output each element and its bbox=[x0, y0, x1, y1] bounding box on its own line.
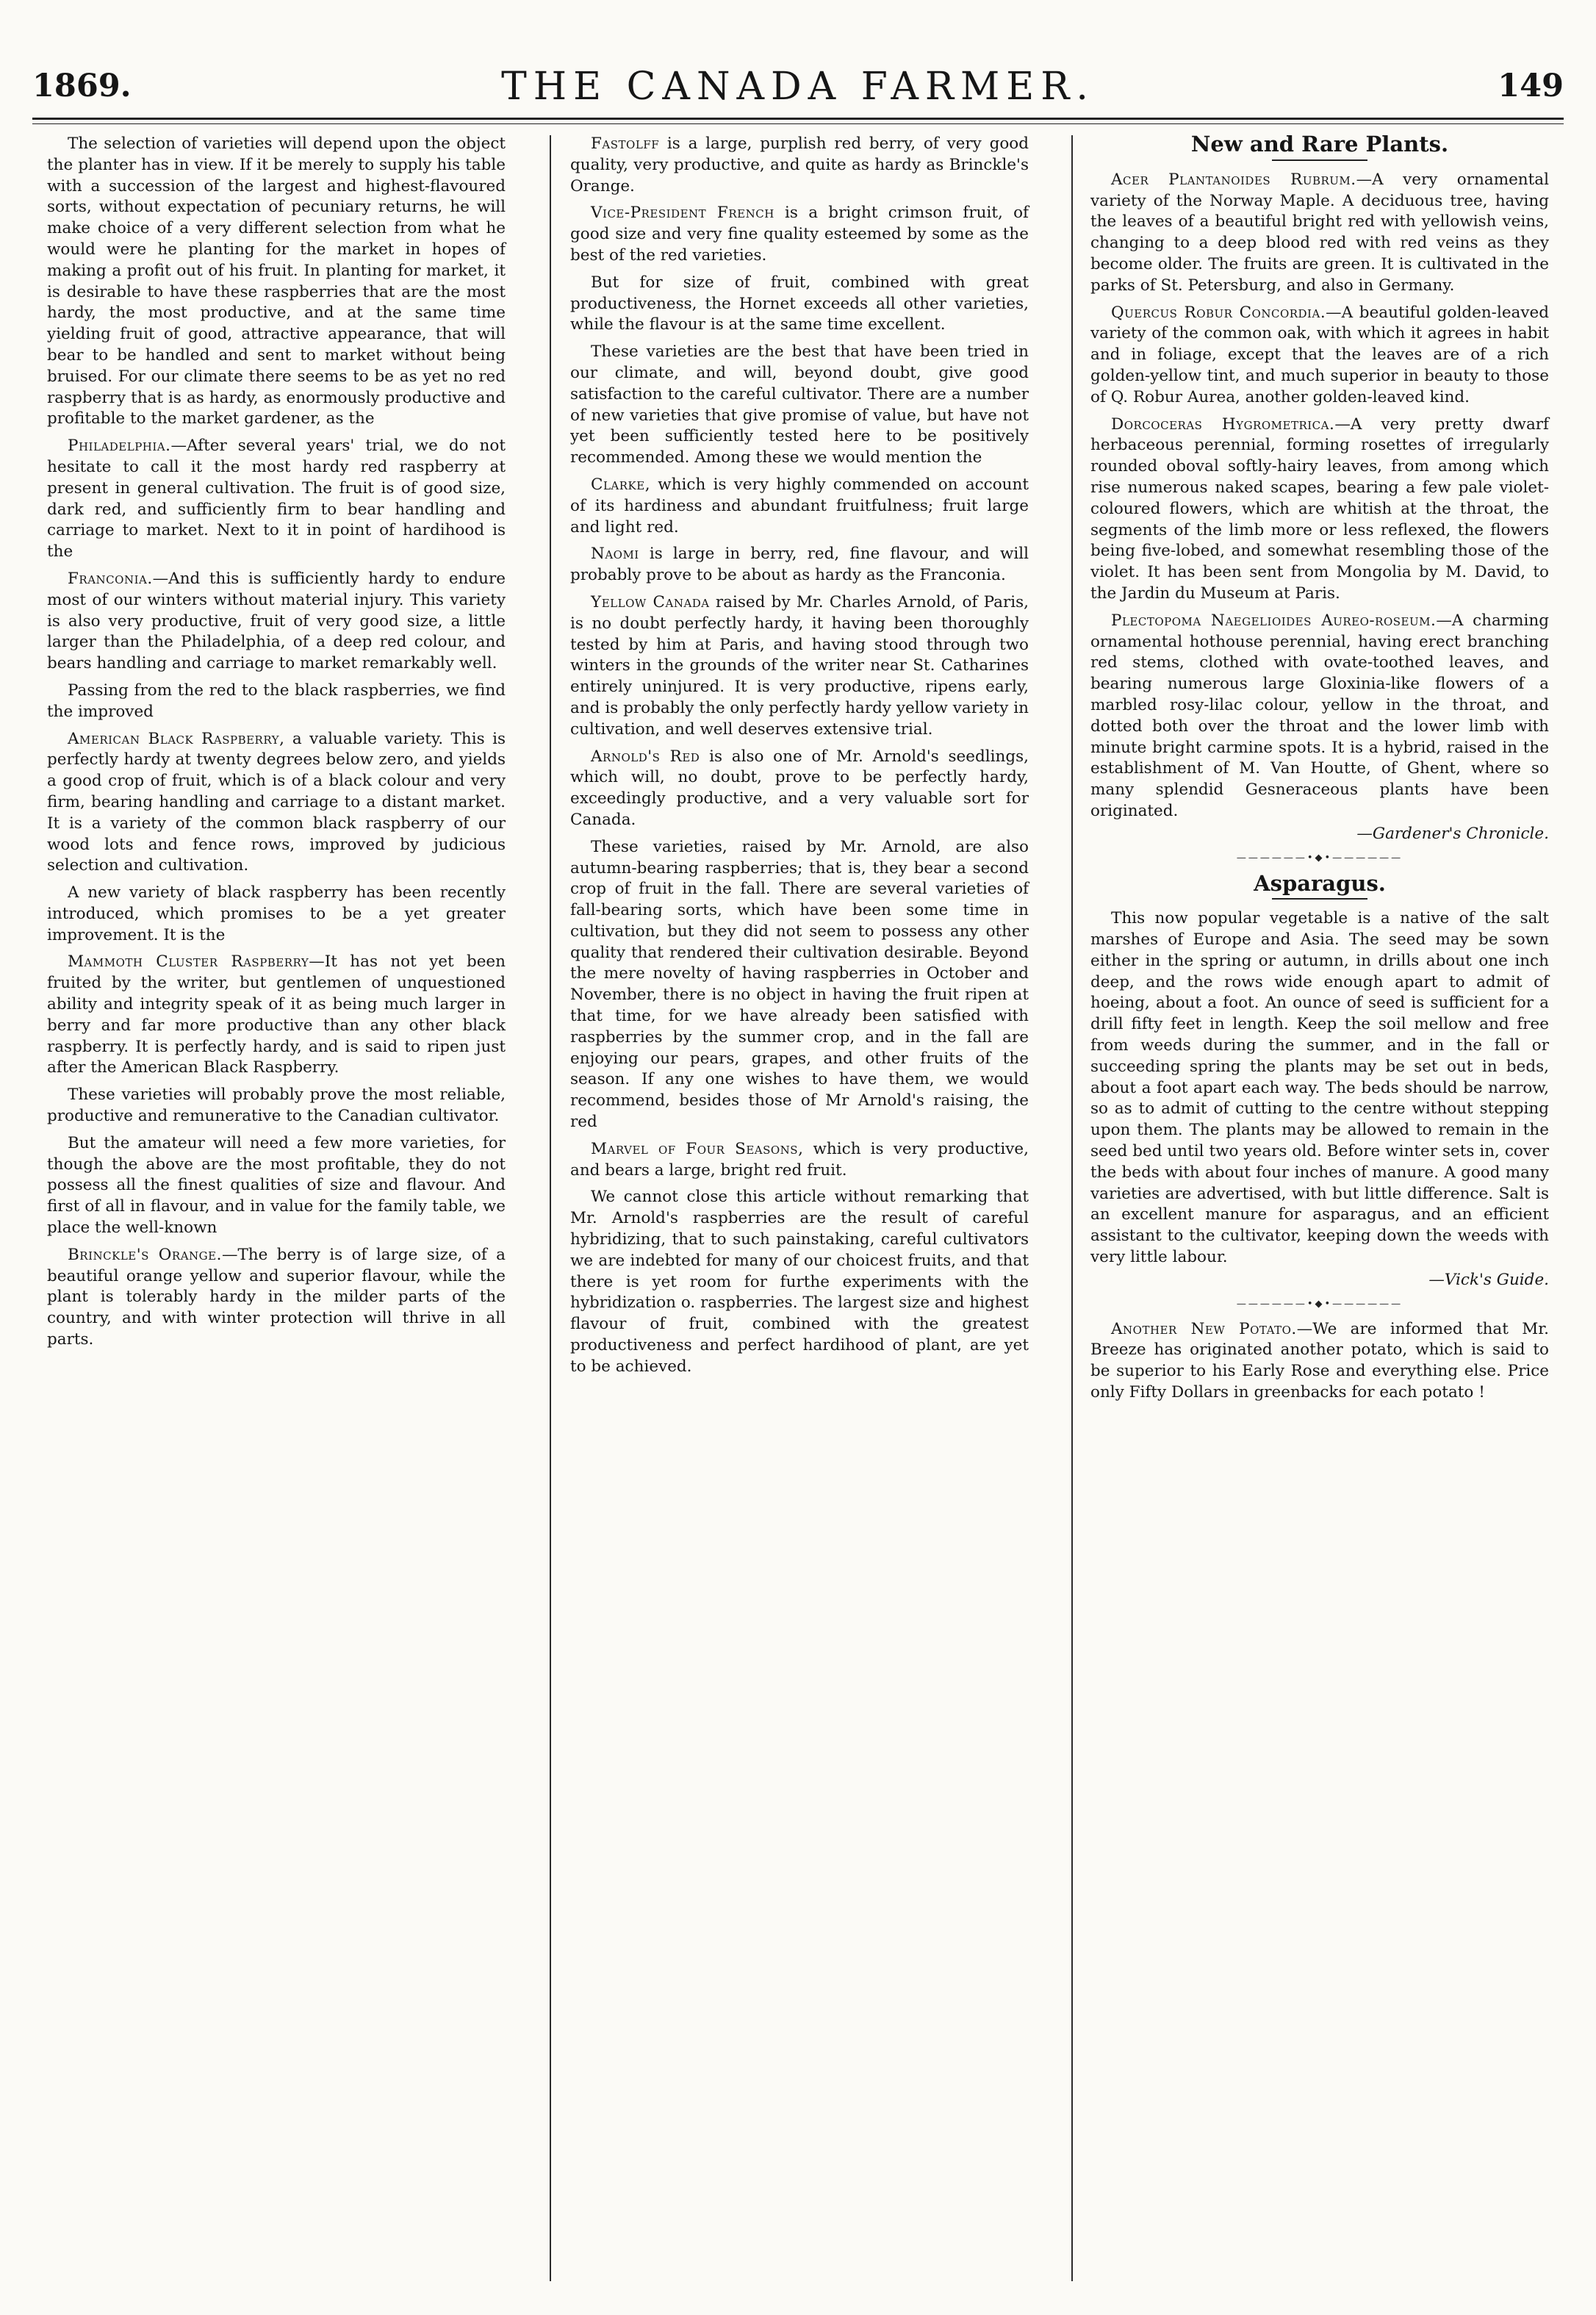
paragraph-text: —The berry is of large size, of a beautiful orange yellow and superior flavour, while the plant is tolerably hardy in the milder parts of the country, and with winter protection will thrive in all parts. bbox=[47, 1245, 506, 1349]
variety-name: Fastolff bbox=[591, 134, 660, 153]
column-3 bbox=[1090, 134, 1549, 1410]
section-title-asparagus: Asparagus. bbox=[1254, 870, 1386, 896]
title-underline bbox=[1272, 898, 1367, 900]
paragraph-text: These varieties, raised by Mr. Arnold, are also autumn-bearing raspberries; that is, they bear a second crop of fruit in the fall. There are several varieties of fall-bearing sorts, which have been some time in cultivation, but they did not seem to possess any other quality that rendered their cultivation desirable. Beyond the mere novelty of having raspberries in October and November, there is no object in having the fruit ripen at that time, for we have already been satisfied with raspberries by the summer crop, and in the fall are enjoying our pears, grapes, and other fruits of the season. If any one wishes to have them, we would recommend, besides those of Mr Arnold's raising, the red bbox=[570, 837, 1029, 1132]
paragraph-text: —A very ornamental variety of the Norway Maple. A deciduous tree, having the leaves of a beautiful bright red with yellowish veins, changing to a deep blood red with red veins as they become older. The fruits are green. It is cultivated in the parks of St. Petersburg, and also in Germany. bbox=[1090, 170, 1549, 295]
variety-name: Dorcoceras Hygrometrica. bbox=[1111, 414, 1335, 434]
paragraph bbox=[1090, 170, 1549, 297]
masthead-rule-thin bbox=[32, 123, 1564, 124]
paragraph bbox=[570, 203, 1029, 266]
new-rare-plants-articles bbox=[1090, 170, 1549, 822]
paragraph-text: which is very highly commended on account of its hardiness and abundant fruitfulness; fruit large and light red. bbox=[570, 475, 1029, 536]
masthead-rule bbox=[32, 118, 1564, 120]
paragraph-text: But for size of fruit, combined with great productiveness, the Hornet exceeds all other varieties, while the flavour is at the same time excellent. bbox=[570, 273, 1029, 334]
column-1 bbox=[47, 134, 506, 1357]
paragraph bbox=[570, 747, 1029, 831]
column-2 bbox=[570, 134, 1029, 1384]
paragraph-text: But the amateur will need a few more varieties, for though the above are the most profitable, they do not possess all the finest qualities of size and flavour. And first of all in flavour, and in value for the family table, we place the well-known bbox=[47, 1133, 506, 1238]
paragraph-text: —A beautiful golden-leaved variety of the common oak, with which it agrees in habit and in foliage, except that the leaves are of a rich golden-yellow tint, and much superior in beauty to those of Q. Robur Aurea, another golden-leaved kind. bbox=[1090, 303, 1550, 406]
paragraph bbox=[47, 1085, 506, 1127]
paragraph-text: Passing from the red to the black raspberries, we find the improved bbox=[47, 681, 506, 721]
paragraph bbox=[570, 1187, 1029, 1377]
paragraph-text: —A charming ornamental hothouse perennial, having erect branching red stems, clothed with ovate-toothed leaves, and bearing numerous large Gloxinia-like flowers of a marbled rosy-lilac colour, yellow in the throat, and dotted both over the throat and the lower limb with minute bright carmine spots. It is a hybrid, raised in the establishment of M. Van Houtte, of Ghent, where so many splendid Gesneraceous plants have been originated. bbox=[1090, 611, 1549, 820]
paragraph bbox=[570, 1139, 1029, 1182]
paragraph-text: which is very productive, and bears a large, bright red fruit. bbox=[570, 1139, 1029, 1180]
paragraph-text: A new variety of black raspberry has been recently introduced, which promises to be a yet greater improvement. It is the bbox=[47, 883, 506, 944]
paragraph-text: We cannot close this article without remarking that Mr. Arnold's raspberries are the result of careful hybridizing, that to such painstaking, careful cultivators we are indebted for many of our choicest fruits, and that there is yet room for furthe experiments with the hybridization o. raspberries. The largest size and highest flavour of fruit, combined with the greatest productiveness and perfect hardihood of plant, are yet to be achieved. bbox=[570, 1188, 1029, 1376]
variety-name: Plectopoma Naegelioides Aureo-roseum. bbox=[1111, 611, 1437, 630]
paragraph-text: a valuable variety. This is perfectly hardy at twenty degrees below zero, and yields a good crop of fruit, which is of a black colour and very firm, bearing handling and carriage to a distant market. It is a variety of the common black raspberry of our wood lots and fence rows, improved by judicious selection and cultivation. bbox=[47, 729, 506, 875]
paragraph-text: is also one of Mr. Arnold's seedlings, which will, no doubt, prove to be perfectly hardy, exceedingly productive, and a very valuable sort for Canada. bbox=[570, 747, 1029, 829]
variety-name: Marvel of Four Seasons, bbox=[591, 1139, 804, 1158]
column-divider bbox=[1071, 135, 1073, 2281]
variety-name: Quercus Robur Concordia. bbox=[1111, 303, 1326, 322]
variety-name: Brinckle's Orange. bbox=[68, 1245, 222, 1264]
paragraph-text: The selection of varieties will depend upon the object the planter has in view. If it be merely to supply his table with a succession of the largest and highest-flavoured sorts, without expectation of pecuniary returns, he will make choice of a very different selection from what he would were he planting for the market in hopes of making a profit out of his fruit. In planting for market, it is desirable to have these raspberries that are the most hardy, the most productive, and at the same time yielding fruit of good, attractive appearance, that will bear to be handled and sent to market without being bruised. For our climate there seems to be as yet no red raspberry that is as hardy, as enormously productive and profitable to the market gardener, as the bbox=[47, 134, 506, 428]
paragraph bbox=[47, 681, 506, 723]
paragraph bbox=[47, 952, 506, 1079]
variety-name: American Black Raspberry, bbox=[68, 729, 285, 748]
paragraph bbox=[47, 729, 506, 877]
variety-name: Mammoth Cluster Raspberry bbox=[68, 952, 309, 972]
paragraph bbox=[1090, 908, 1549, 1268]
section-separator: ——————•◆•—————— bbox=[1236, 852, 1403, 864]
column-divider bbox=[550, 135, 551, 2281]
source-credit: —Vick's Guide. bbox=[1428, 1270, 1549, 1289]
section-separator: ——————•◆•—————— bbox=[1236, 1298, 1403, 1310]
paragraph bbox=[1090, 611, 1549, 822]
paragraph bbox=[47, 569, 506, 675]
paragraph-text: —And this is sufficiently hardy to endure most of our winters without material injury. This variety is also very productive, fruit of very good size, a little larger than the Philadelphia, of a deep red colour, and bears handling and carriage to market remarkably well. bbox=[47, 569, 506, 673]
newspaper-title: THE CANADA FARMER. bbox=[501, 65, 1095, 109]
paragraph bbox=[47, 1133, 506, 1239]
paragraph bbox=[1090, 303, 1549, 409]
paragraph bbox=[570, 134, 1029, 197]
variety-name: Vice-President French bbox=[591, 204, 774, 223]
page-number: 149 bbox=[1498, 68, 1564, 104]
paragraph-text: —We are informed that Mr. Breeze has originated another potato, which is said to be superior to his Early Rose and everything else. Price only Fifty Dollars in greenbacks for each potato ! bbox=[1090, 1319, 1549, 1402]
paragraph bbox=[570, 837, 1029, 1133]
masthead bbox=[32, 65, 1564, 121]
variety-name: Another New Potato. bbox=[1111, 1319, 1297, 1338]
title-underline bbox=[1272, 159, 1367, 161]
paragraph-text: raised by Mr. Charles Arnold, of Paris, is no doubt perfectly hardy, it having been thoroughly tested by him at Paris, and having stood through two winters in the grounds of the writer near St. Catharines entirely uninjured. It is very productive, ripens early, and is probably the only perfectly hardy yellow variety in cultivation, and well deserves extensive trial. bbox=[570, 592, 1029, 739]
variety-name: Acer Plantanoides Rubrum. bbox=[1111, 170, 1356, 189]
paragraph-text: —It has not yet been fruited by the writer, but gentlemen of unquestioned ability and integrity speak of it as being much larger in berry and far more productive than any other black raspberry. It is perfectly hardy, and is said to ripen just after the American Black Raspberry. bbox=[47, 952, 506, 1077]
variety-name: Arnold's Red bbox=[591, 747, 700, 766]
paragraph bbox=[47, 134, 506, 430]
another-new-potato-article bbox=[1090, 1319, 1549, 1404]
variety-name: Franconia. bbox=[68, 569, 153, 588]
paragraph-text: —After several years' trial, we do not hesitate to call it the most hardy red raspberry at present in general cultivation. The fruit is of good size, dark red, and sufficiently firm to bear handling and carriage to market. Next to it in point of hardihood is the bbox=[47, 437, 506, 561]
paragraph-text: is a large, purplish red berry, of very good quality, very productive, and quite as hardy as Brinckle's Orange. bbox=[570, 134, 1029, 195]
paragraph-text: These varieties will probably prove the most reliable, productive and remunerative to the Canadian cultivator. bbox=[47, 1085, 506, 1126]
paragraph-text: —A very pretty dwarf herbaceous perennial, forming rosettes of irregularly rounded oboval softly-hairy leaves, from among which rise numerous naked scapes, bearing a few pale violet-coloured flowers, which are whitish at the throat, the segments of the limb more or less reflexed, the flowers being five-lobed, and somewhat resembling those of the violet. It has been sent from Mongolia by M. David, to the Jardin du Museum at Paris. bbox=[1090, 414, 1550, 603]
paragraph bbox=[1090, 1319, 1549, 1404]
variety-name: Yellow Canada bbox=[591, 592, 710, 611]
paragraph-text: is large in berry, red, fine flavour, and will probably prove to be about as hardy as the Franconia. bbox=[570, 545, 1029, 585]
paragraph bbox=[570, 475, 1029, 538]
paragraph bbox=[570, 342, 1029, 469]
variety-name: Philadelphia. bbox=[68, 437, 171, 456]
variety-name: Clarke, bbox=[591, 475, 651, 494]
paragraph bbox=[47, 436, 506, 563]
asparagus-article bbox=[1090, 908, 1549, 1268]
paragraph-text: This now popular vegetable is a native of the salt marshes of Europe and Asia. The seed may be sown either in the spring or autumn, in drills about one inch deep, and the rows wide enough apart to admit of hoeing, about a foot. An ounce of seed is sufficient for a drill fifty feet in length. Keep the soil mellow and free from weeds during the summer, and in the fall or succeeding spring the plants may be set out in beds, about a foot apart each way. The beds should be narrow, so as to admit of cutting to the centre without stepping upon them. The plants may be allowed to remain in the seed bed until two years old. Before winter sets in, cover the beds with about four inches of manure. A good many varieties are advertised, with but little difference. Salt is an excellent manure for asparagus, and an efficient assistant to the cultivator, keeping down the weeds with very little labour. bbox=[1090, 909, 1549, 1267]
year-label: 1869. bbox=[32, 68, 132, 104]
paragraph bbox=[570, 273, 1029, 336]
section-title-new-rare-plants: New and Rare Plants. bbox=[1190, 132, 1449, 157]
paragraph bbox=[570, 544, 1029, 586]
source-credit: —Gardener's Chronicle. bbox=[1356, 824, 1549, 843]
paragraph bbox=[47, 1245, 506, 1351]
paragraph bbox=[1090, 414, 1549, 605]
paragraph-text: These varieties are the best that have been tried in our climate, and will, beyond doubt, give good satisfaction to the careful cultivator. There are a number of new varieties that give promise of value, but have not yet been sufficiently tested here to be positively recommended. Among these we would mention the bbox=[570, 342, 1029, 467]
paragraph-text: is a bright crimson fruit, of good size and very fine quality esteemed by some as the best of the red varieties. bbox=[570, 204, 1029, 265]
variety-name: Naomi bbox=[591, 545, 639, 564]
paragraph bbox=[47, 883, 506, 946]
paragraph bbox=[570, 592, 1029, 741]
